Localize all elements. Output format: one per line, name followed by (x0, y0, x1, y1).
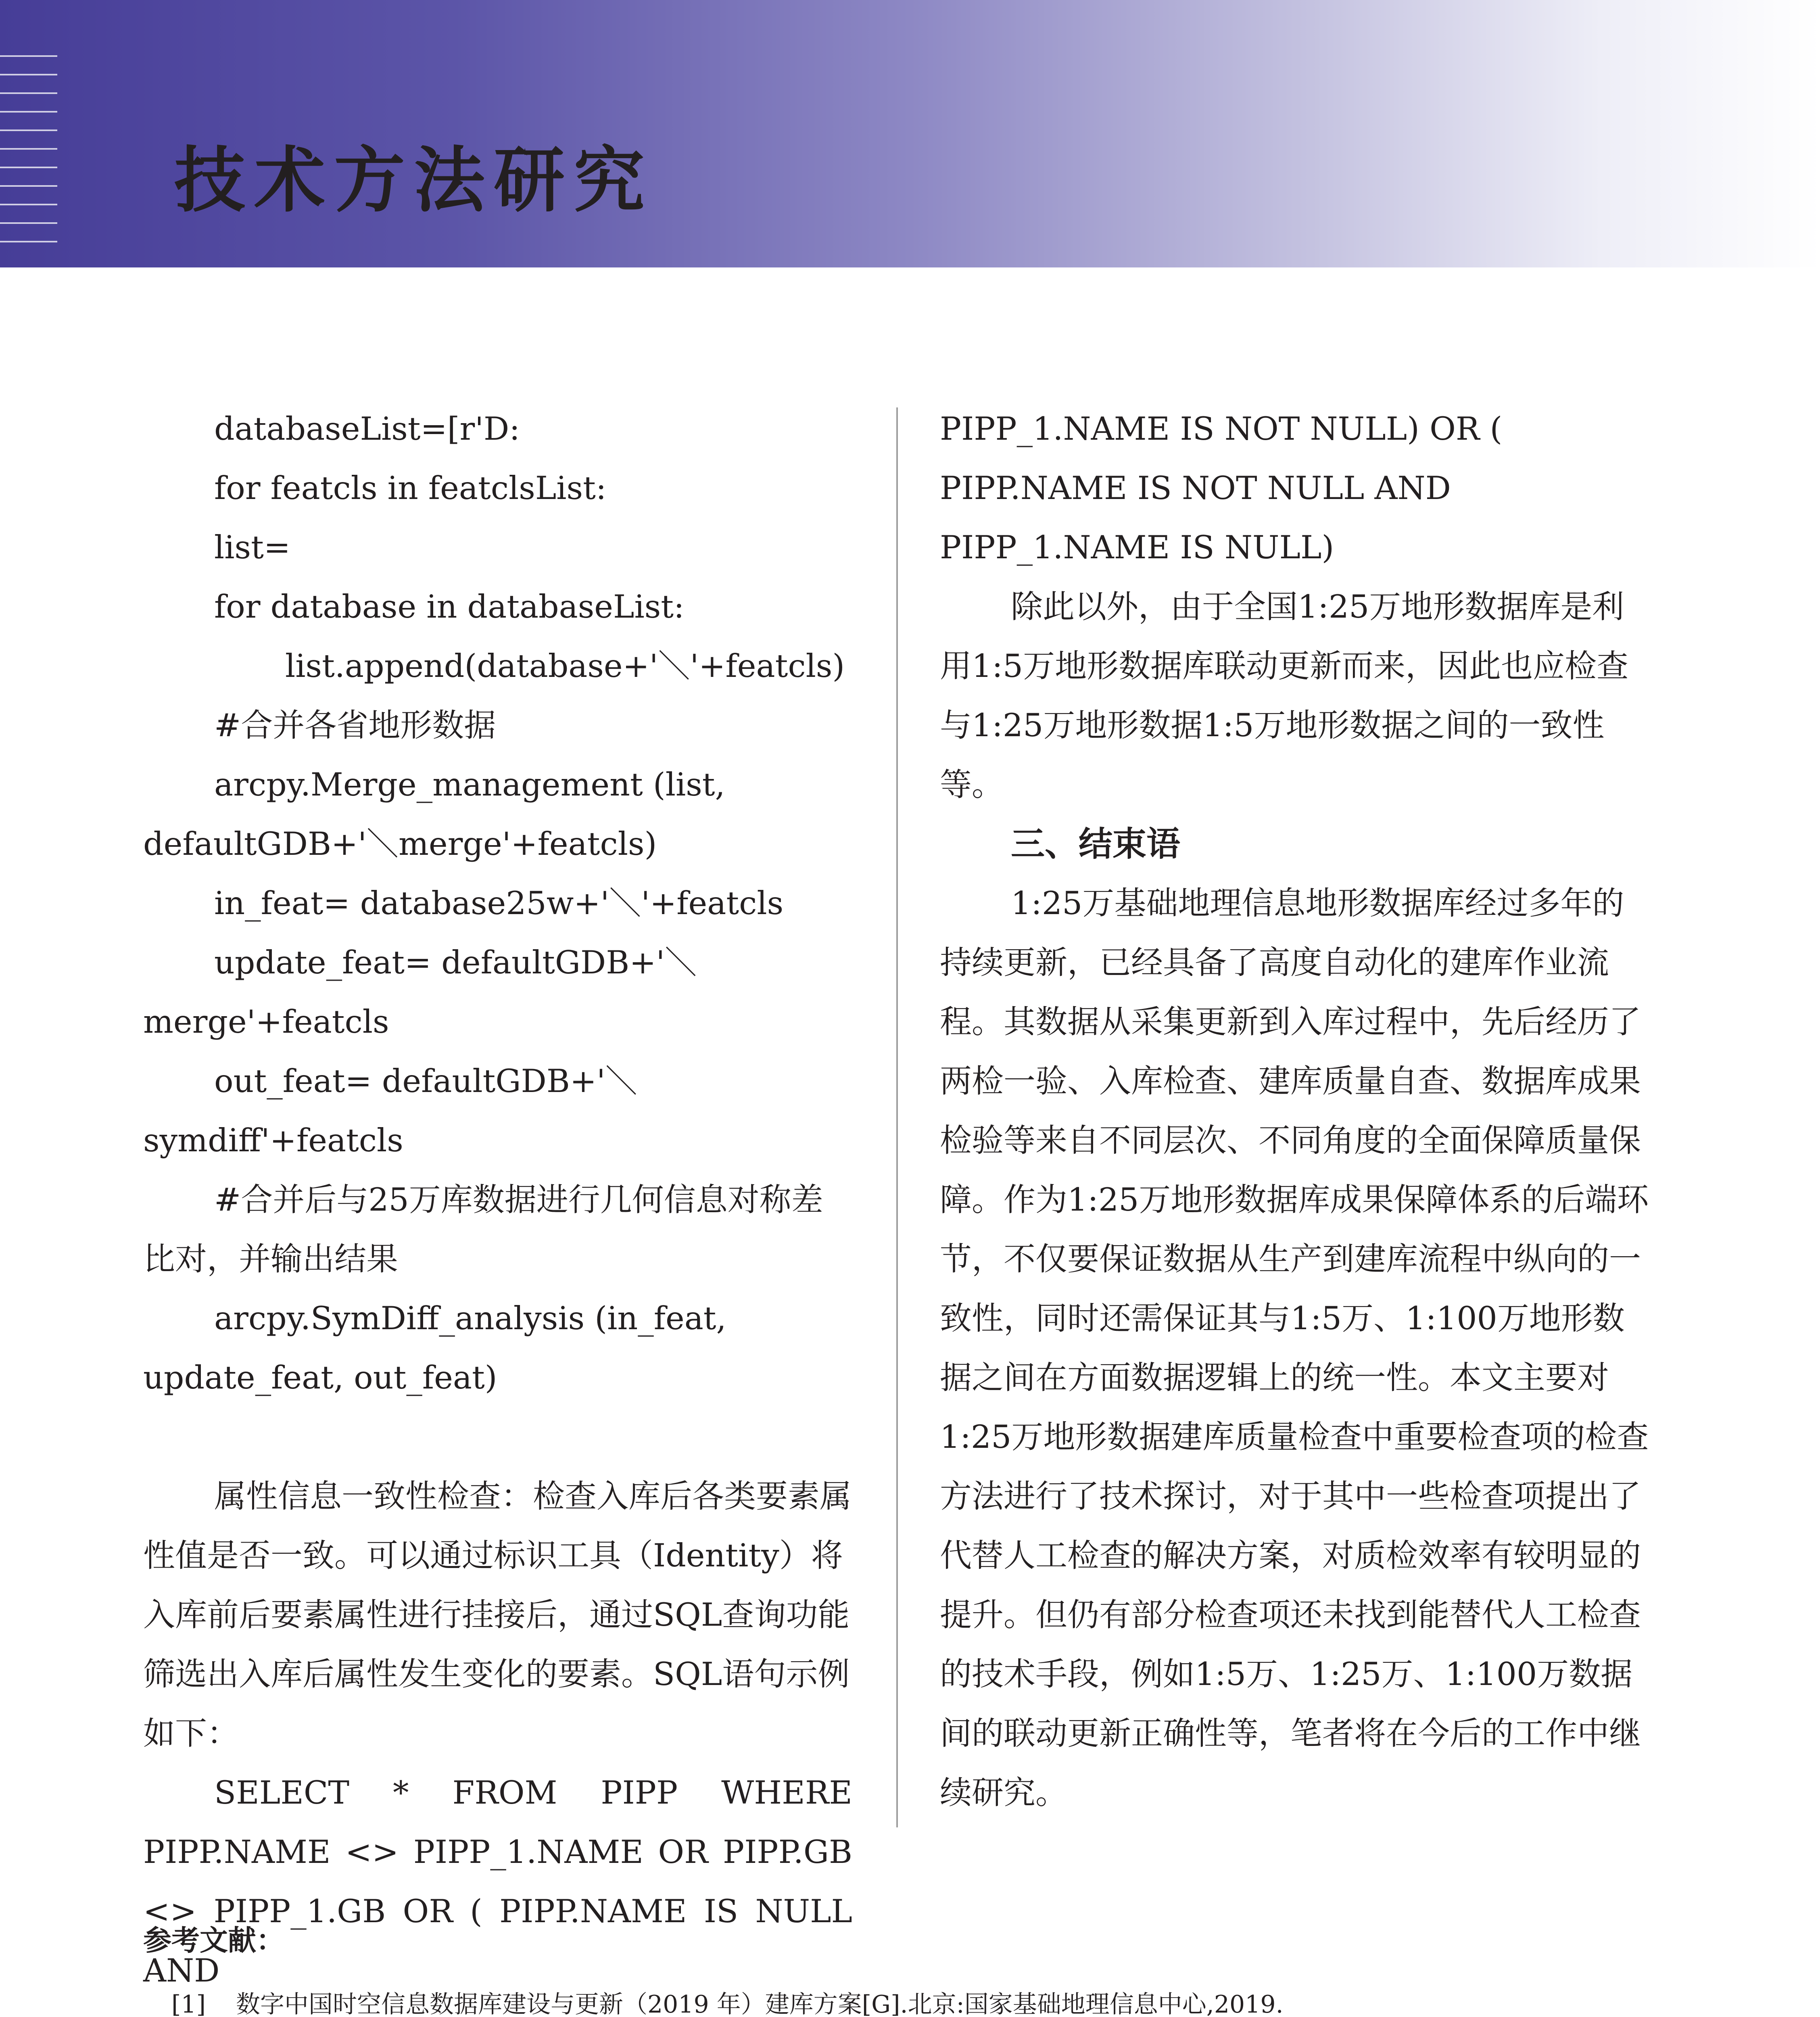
paragraph: out_feat= defaultGDB+'＼symdiff'+featcls (143, 1063, 637, 1159)
paragraph: 除此以外，由于全国1:25万地形数据库是利用1:5万地形数据库联动更新而来，因此也应检查与1:25万地形数据1:5万地形数据之间的一致性等。 (940, 588, 1629, 803)
paragraph: arcpy.SymDiff_analysis (in_feat, update_feat, out_feat) (143, 1300, 726, 1396)
references-title: 参考文献： (143, 1924, 284, 1957)
reference-number: [1] (171, 1990, 206, 2017)
section-title: 技术方法研究 (174, 139, 654, 222)
header-band (0, 0, 1820, 267)
right-column (940, 399, 1649, 1823)
references-list (143, 1977, 1676, 2017)
paragraph: for database in databaseList: (214, 588, 685, 625)
paragraph: SELECT * FROM PIPP WHERE PIPP.NAME <> PIPP_1.NAME OR PIPP.GB <> PIPP_1.GB OR ( PIPP.NAME IS NULL AND (143, 1774, 852, 1989)
section-heading: 三、结束语 (1011, 824, 1181, 864)
paragraph: list= (214, 529, 291, 566)
paragraph: for featcls in featclsList: (214, 470, 607, 507)
reference-text: 数字中国时空信息数据库建设与更新（2019 年）建库方案[G].北京:国家基础地理信息中心,2019. (236, 1990, 1284, 2017)
paragraph: list.append(database+'＼'+featcls) (285, 647, 845, 685)
left-column (143, 399, 852, 2000)
reference-item (171, 1977, 1676, 2017)
paragraph: #合并各省地形数据 (214, 707, 496, 744)
paragraph: 属性信息一致性检查：检查入库后各类要素属性值是否一致。可以通过标识工具（Identity）将入库前后要素属性进行挂接后，通过SQL查询功能筛选出入库后属性发生变化的要素。SQL语句示例如下： (143, 1478, 852, 1752)
references-section (143, 1920, 1676, 2017)
paragraph: #合并后与25万库数据进行几何信息对称差比对，并输出结果 (143, 1181, 823, 1278)
paragraph: arcpy.Merge_management (list, defaultGDB+'＼merge'+featcls) (143, 766, 725, 862)
paragraph: PIPP_1.NAME IS NOT NULL) OR ( PIPP.NAME IS NOT NULL AND PIPP_1.NAME IS NULL) (940, 410, 1503, 566)
paragraph: databaseList=[r'D: (214, 410, 520, 447)
paragraph: update_feat= defaultGDB+'＼merge'+featcls (143, 944, 697, 1040)
paragraph: 1:25万基础地理信息地形数据库经过多年的持续更新，已经具备了高度自动化的建库作业流程。其数据从采集更新到入库过程中，先后经历了两检一验、入库检查、建库质量自查、数据库成果检验等来自不同层次、不同角度的全面保障质量保障。作为1:25万地形数据库成果保障体系的后端环节，不仅要保证数据从生产到建库流程中纵向的一致性，同时还需保证其与1:5万、1:100万地形数据之间在方面数据逻辑上的统一性。本文主要对1:25万地形数据建库质量检查中重要检查项的检查方法进行了技术探讨，对于其中一些检查项提出了代替人工检查的解决方案，对质检效率有较明显的提升。但仍有部分检查项还未找到能替代人工检查的技术手段，例如1:5万、1:25万、1:100万数据间的联动更新正确性等，笔者将在今后的工作中继续研究。 (940, 885, 1649, 1811)
decorative-hatch (0, 55, 57, 255)
paragraph: in_feat= database25w+'＼'+featcls (214, 885, 784, 922)
column-divider (896, 407, 898, 1827)
paragraph-spacer (143, 1407, 852, 1467)
